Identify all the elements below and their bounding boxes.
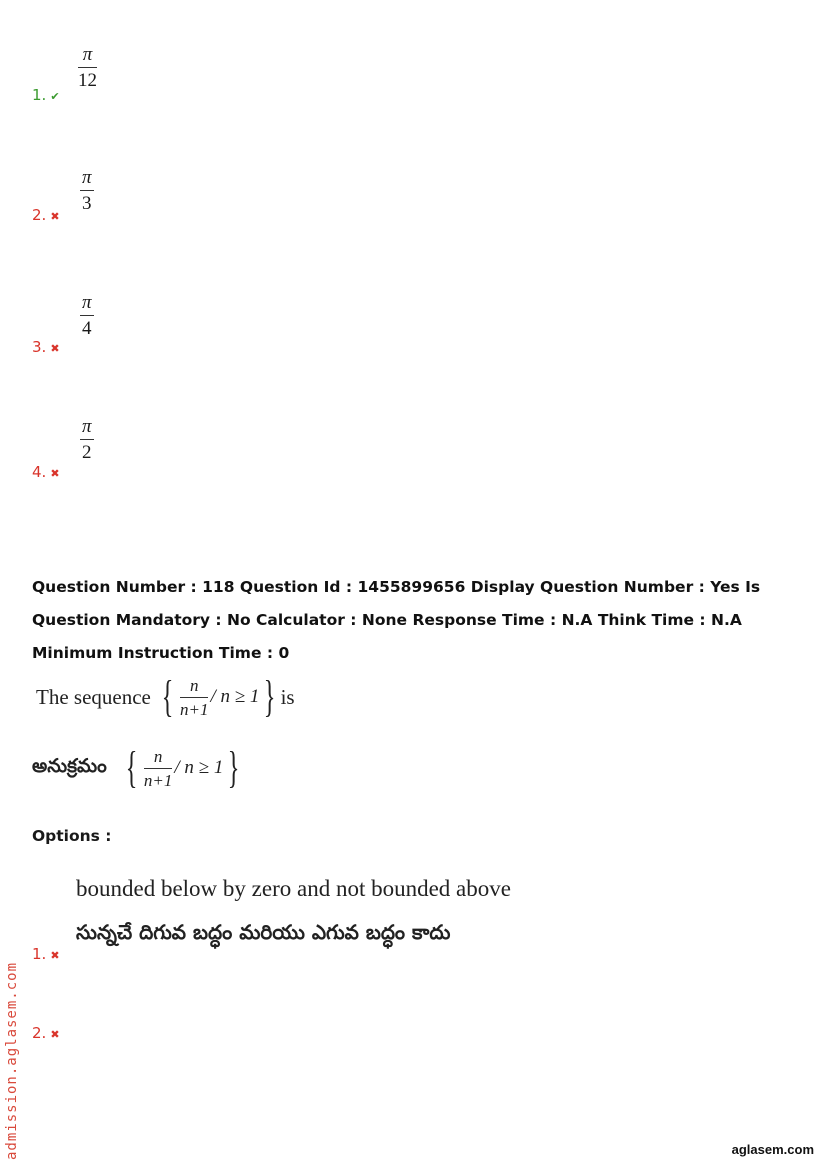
question-prefix: The sequence (36, 684, 151, 709)
options-label: Options : (32, 827, 112, 845)
option-fraction: $\frac{\pi}{3}$ (82, 167, 92, 214)
left-brace: { (125, 743, 138, 792)
cross-icon: ✖ (50, 342, 60, 355)
option-fraction: $\frac{\pi}{4}$ (82, 292, 92, 339)
right-brace: } (228, 743, 240, 792)
cross-icon: ✖ (50, 210, 60, 223)
option-number: 1. ✖ (32, 945, 60, 963)
cross-icon: ✖ (50, 1028, 60, 1041)
footer-brand: aglasem.com (731, 1142, 814, 1157)
option-number: 1. ✔ (32, 86, 60, 104)
option-fraction: $\frac{\pi}{12}$ (78, 44, 97, 91)
option-number: 4. ✖ (32, 463, 60, 481)
question-text-telugu (32, 743, 244, 792)
set-fraction: n n+1 (179, 675, 209, 719)
side-watermark: admission.aglasem.com (4, 961, 20, 1160)
cross-icon: ✖ (50, 467, 60, 480)
set-condition: / n ≥ 1 (210, 686, 260, 707)
check-icon: ✔ (50, 90, 60, 103)
question-suffix: is (280, 684, 295, 709)
left-brace: { (161, 672, 174, 721)
question-text-english (36, 672, 295, 721)
option-text-english: bounded below by zero and not bounded above (76, 876, 511, 901)
set-fraction: n n+1 (143, 746, 173, 790)
option-number: 3. ✖ (32, 338, 60, 356)
option-fraction: $\frac{\pi}{2}$ (82, 416, 92, 463)
cross-icon: ✖ (50, 949, 60, 962)
option-text-telugu: సున్నచే దిగువ బద్ధం మరియు ఎగువ బద్ధం కాదు (76, 920, 451, 944)
set-condition: / n ≥ 1 (174, 757, 224, 778)
question-prefix-telugu: అనుక్రమం (32, 754, 107, 777)
option-number: 2. ✖ (32, 206, 60, 224)
question-metadata: Question Number : 118 Question Id : 1455899656 Display Question Number : Yes Is Question Mandatory : No Calculator : None Response Time : N.A Think Time : N.A Minimum Instruction Time : 0 (32, 578, 761, 662)
option-number: 2. ✖ (32, 1024, 60, 1042)
right-brace: } (264, 672, 276, 721)
